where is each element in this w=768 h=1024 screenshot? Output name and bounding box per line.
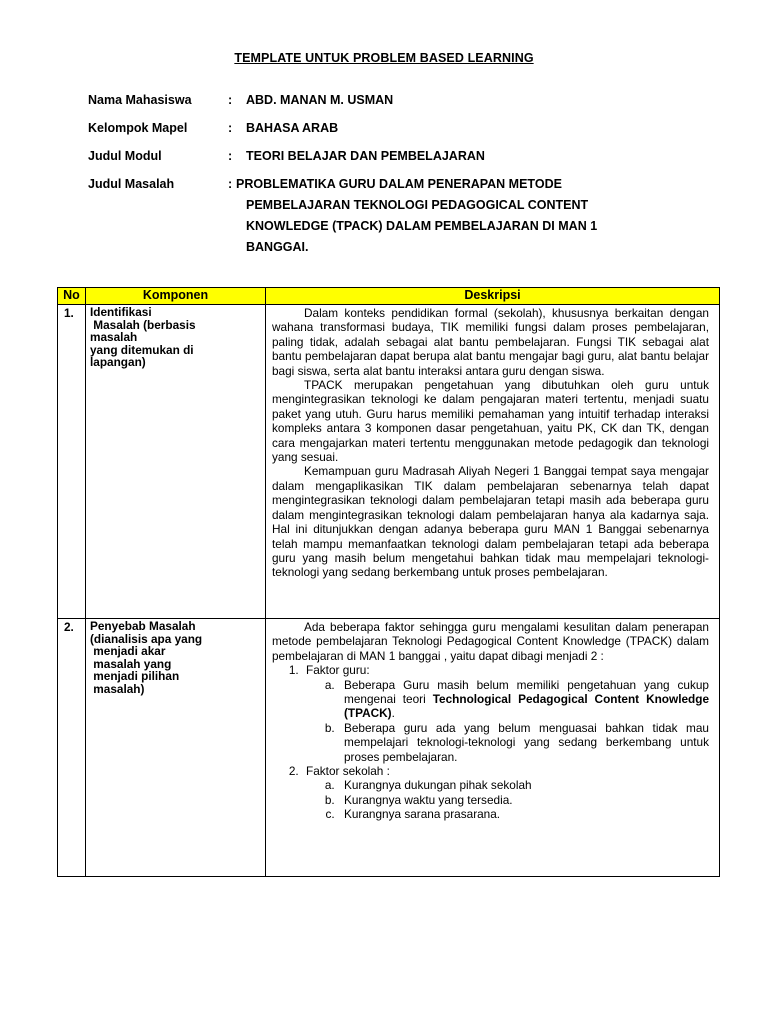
colon: : bbox=[228, 149, 233, 163]
list-item bbox=[338, 793, 709, 807]
komponen-line: Identifikasi bbox=[90, 305, 152, 319]
document-title: TEMPLATE UNTUK PROBLEM BASED LEARNING bbox=[234, 51, 534, 65]
komponen-line: menjadi akar bbox=[90, 644, 166, 658]
deskripsi-cell bbox=[266, 619, 720, 877]
row-number: 1. bbox=[58, 305, 86, 619]
komponen-line: (dianalisis apa yang bbox=[90, 631, 203, 646]
colon: : bbox=[228, 177, 233, 191]
table-row bbox=[58, 619, 720, 877]
student-info bbox=[88, 92, 708, 258]
komponen-line: masalah) bbox=[90, 681, 145, 696]
row-number: 2. bbox=[58, 619, 86, 877]
komponen-line: masalah yang bbox=[90, 656, 172, 671]
komponen-line: menjadi pilihan bbox=[90, 669, 180, 683]
komponen-line: Penyebab Masalah bbox=[90, 619, 196, 633]
item-term: Technological Pedagogical Content Knowledge (TPACK) bbox=[344, 692, 709, 721]
masalah-line: PEMBELAJARAN TEKNOLOGI PEDAGOGICAL CONTENT bbox=[246, 198, 589, 212]
deskripsi-cell bbox=[266, 305, 720, 619]
table-header-row bbox=[58, 288, 720, 305]
list-item bbox=[302, 764, 709, 822]
info-row-kelompok bbox=[88, 120, 708, 148]
masalah-line: BANGGAI. bbox=[246, 240, 309, 254]
item-text: Beberapa guru ada yang belum menguasai bahkan tidak mau mempelajari teknologi-teknologi yang sedang berkembang untuk proses pembelajaran. bbox=[344, 720, 709, 764]
modul-label: Judul Modul bbox=[88, 149, 162, 163]
paragraph: Dalam konteks pendidikan formal (sekolah), khususnya berkaitan dengan wahana transformasi budaya, TIK memiliki fungsi dalam proses pembelajaran, paling tidak, adalah sebagai alat bantu pembelajaran. Fungsi TIK sebagai alat bantu pembelajaran dapat berupa alat bantu mengajar bagi guru, alat bantu belajar bagi siswa, serta alat bantu interaksi antara guru dengan siswa. bbox=[272, 306, 709, 378]
info-row-masalah bbox=[88, 176, 708, 258]
intro-paragraph: Ada beberapa faktor sehingga guru mengalami kesulitan dalam penerapan metode pembelajaran Teknologi Pedagogical Content Knowledge (TPACK) dalam pembelajaran di MAN 1 banggai , yaitu dapat dibagi menjadi 2 : bbox=[272, 620, 709, 663]
sub-list bbox=[306, 778, 709, 821]
sub-list bbox=[306, 678, 709, 764]
komponen-line: yang ditemukan di bbox=[90, 342, 194, 357]
list-item bbox=[302, 663, 709, 764]
header-deskripsi: Deskripsi bbox=[266, 288, 720, 305]
item-text: Kurangnya waktu yang tersedia. bbox=[344, 792, 513, 807]
table-row bbox=[58, 305, 720, 619]
item-text: . bbox=[391, 706, 395, 721]
masalah-line: KNOWLEDGE (TPACK) DALAM PEMBELAJARAN DI MAN 1 bbox=[246, 219, 598, 233]
kelompok-value: BAHASA ARAB bbox=[246, 121, 339, 135]
masalah-label: Judul Masalah bbox=[88, 177, 175, 191]
list-item bbox=[338, 721, 709, 764]
colon: : bbox=[228, 93, 233, 107]
item-text: Kurangnya dukungan pihak sekolah bbox=[344, 778, 532, 793]
colon: : bbox=[228, 121, 233, 135]
factor-list bbox=[272, 663, 709, 821]
masalah-line: PROBLEMATIKA GURU DALAM PENERAPAN METODE bbox=[236, 177, 562, 191]
item-text: Beberapa Guru masih belum memiliki pengetahuan yang cukup mengenai teori bbox=[344, 677, 709, 707]
item-text: Kurangnya sarana prasarana. bbox=[344, 807, 501, 822]
komponen-line: masalah bbox=[90, 330, 138, 344]
komponen-line: lapangan) bbox=[90, 355, 146, 369]
masalah-value bbox=[236, 174, 708, 258]
factor-label: Faktor guru: bbox=[306, 663, 370, 678]
list-item bbox=[338, 778, 709, 792]
factor-label: Faktor sekolah : bbox=[306, 764, 390, 779]
header-no: No bbox=[58, 288, 86, 305]
info-row-modul bbox=[88, 148, 708, 176]
nama-value: ABD. MANAN M. USMAN bbox=[246, 93, 394, 107]
pbl-table bbox=[57, 287, 720, 877]
paragraph: TPACK merupakan pengetahuan yang dibutuhkan oleh guru untuk mengintegrasikan teknologi ke dalam pengajaran materi tertentu, menjadi suatu paket yang utuh. Guru harus memiliki pemahaman yang intuitif terhadap interaksi kompleks antara 3 komponen dasar pengetahuan, yaitu PK, CK dan TK, dengan cara mengajarkan materi tertentu menggunakan metode pedagogik dan teknologi yang sesuai. bbox=[272, 378, 709, 465]
kelompok-label: Kelompok Mapel bbox=[88, 121, 188, 135]
list-item bbox=[338, 678, 709, 721]
list-item bbox=[338, 807, 709, 821]
info-row-nama bbox=[88, 92, 708, 120]
komponen-line: Masalah (berbasis bbox=[90, 317, 196, 332]
komponen-cell bbox=[86, 619, 266, 877]
komponen-cell bbox=[86, 305, 266, 619]
modul-value: TEORI BELAJAR DAN PEMBELAJARAN bbox=[246, 149, 485, 163]
header-komponen: Komponen bbox=[86, 288, 266, 305]
paragraph: Kemampuan guru Madrasah Aliyah Negeri 1 Banggai tempat saya mengajar dalam mengaplikasikan TIK dalam pembelajaran sebenarnya telah dapat mengintegrasikan teknologi dalam pembelajaran tetapi masih ada beberapa guru dalam mengintegrasikan teknologi dalam pembelajaran hanya ala kadarnya saja. Hal ini ditunjukkan dengan adanya beberapa guru MAN 1 Banggai sebenarnya telah mampu memanfaatkan teknologi dalam pembelajaran tetapi ada beberapa guru yang masih belum mengetahui bahkan tidak mau mempelajari teknologi-teknologi yang sedang berkembang untuk proses pembelajaran. bbox=[272, 464, 709, 580]
nama-label: Nama Mahasiswa bbox=[88, 93, 192, 107]
